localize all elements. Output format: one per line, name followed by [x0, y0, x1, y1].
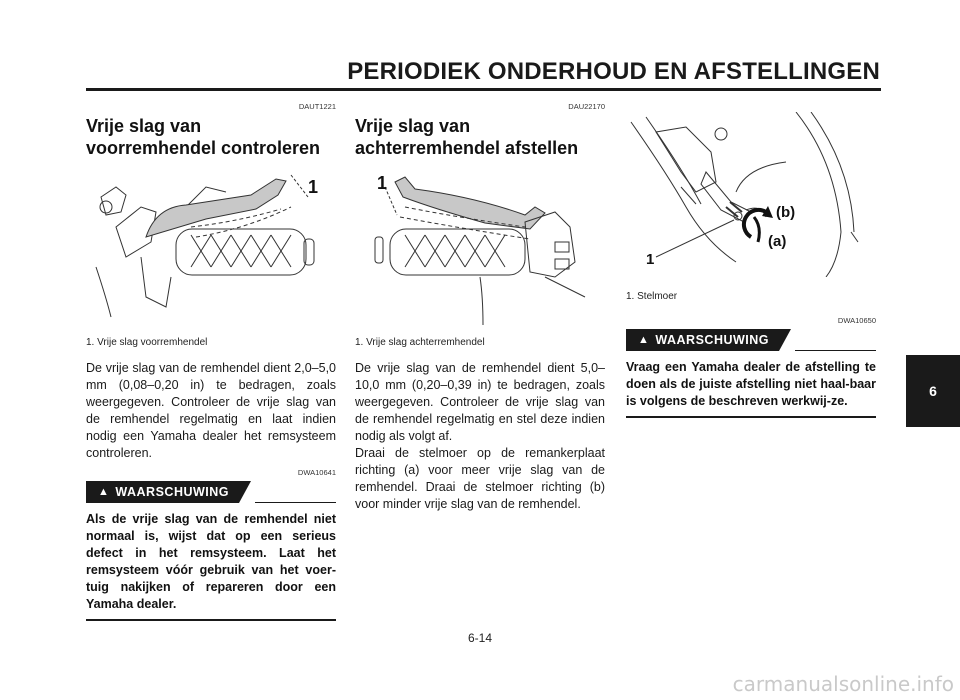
rear-lever-drawing	[355, 167, 605, 327]
warning-label: WAARSCHUWING	[655, 333, 770, 347]
warning-text: Als de vrije slag van de remhendel niet normaal is, wijst dat op een serieus defect in het remsysteem. Laat het remsysteem vóór gebruik van het voer-tuig nakijken of repareren door een Yamaha dealer.	[86, 512, 336, 611]
section-adjuster	[626, 110, 876, 418]
warning-triangle-icon: ▲	[638, 334, 650, 346]
rear-brake-lever-illustration	[355, 167, 605, 327]
figure-callout: 1	[308, 177, 319, 197]
figure-caption: 1. Vrije slag achterremhendel	[355, 337, 485, 348]
warning-header	[86, 481, 336, 503]
section-title: Vrije slag van achterremhendel afstellen	[355, 116, 579, 158]
paragraph: De vrije slag van de remhendel dient 2,0–5,0 mm (0,08–0,20 in) te bedragen, zoals weergegeven. Controleer de vrije slag van de remhendel regelmatig en laat indien nodig een Yamaha dealer het remsysteem controleren.	[86, 361, 336, 460]
warning-badge	[626, 329, 779, 351]
adjusting-nut-illustration	[626, 112, 876, 277]
section-body	[355, 360, 605, 513]
warning-text: Vraag een Yamaha dealer de afstelling te doen als de juiste afstelling niet haal-baar is volgens de beschreven werkwij-ze.	[626, 360, 876, 408]
section-rear-brake	[355, 102, 605, 513]
warning-rule	[255, 502, 336, 503]
figure-caption: 1. Stelmoer	[626, 291, 678, 302]
warning-triangle-icon: ▲	[98, 486, 110, 498]
warning-code: DWA10650	[837, 316, 876, 325]
section-front-brake	[86, 102, 336, 621]
paragraph: De vrije slag van de remhendel dient 5,0–10,0 mm (0,20–0,39 in) te bedragen, zoals weergegeven. Controleer de vrije slag van de remhendel regelmatig en stel deze indien nodig als volgt af.	[355, 361, 605, 443]
warning-end-rule	[626, 416, 876, 418]
section-body	[86, 360, 336, 462]
header-rule	[86, 88, 881, 91]
front-brake-lever-illustration	[86, 167, 336, 327]
figure-label-b: (b)	[776, 204, 796, 221]
adjusting-nut-drawing	[626, 112, 876, 277]
section-title: Vrije slag van voorremhendel controleren	[86, 116, 321, 158]
paragraph: Draai de stelmoer op de remankerplaat richting (a) voor meer vrije slag van de remhendel. Draai de stelmoer richting (b) voor minder vrije slag van de remhendel.	[355, 446, 605, 511]
figure-callout: 1	[377, 173, 388, 193]
section-code: DAU22170	[568, 102, 605, 111]
page-header-title: PERIODIEK ONDERHOUD EN AFSTELLINGEN	[347, 58, 880, 85]
figure-callout: 1	[646, 251, 655, 268]
section-code: DAUT1221	[298, 102, 336, 111]
chapter-tab: 6	[906, 355, 960, 427]
warning-header	[626, 329, 876, 351]
watermark: carmanualsonline.info	[732, 672, 954, 696]
warning-badge	[86, 481, 239, 503]
front-lever-drawing	[86, 167, 336, 327]
page-number: 6-14	[467, 631, 493, 645]
figure-caption: 1. Vrije slag voorremhendel	[86, 337, 208, 348]
warning-code: DWA10641	[297, 468, 336, 477]
warning-block	[86, 468, 336, 621]
figure-label-a: (a)	[768, 233, 787, 250]
warning-end-rule	[86, 619, 336, 621]
warning-block	[626, 316, 876, 418]
warning-rule	[795, 350, 876, 351]
warning-label: WAARSCHUWING	[115, 485, 230, 499]
